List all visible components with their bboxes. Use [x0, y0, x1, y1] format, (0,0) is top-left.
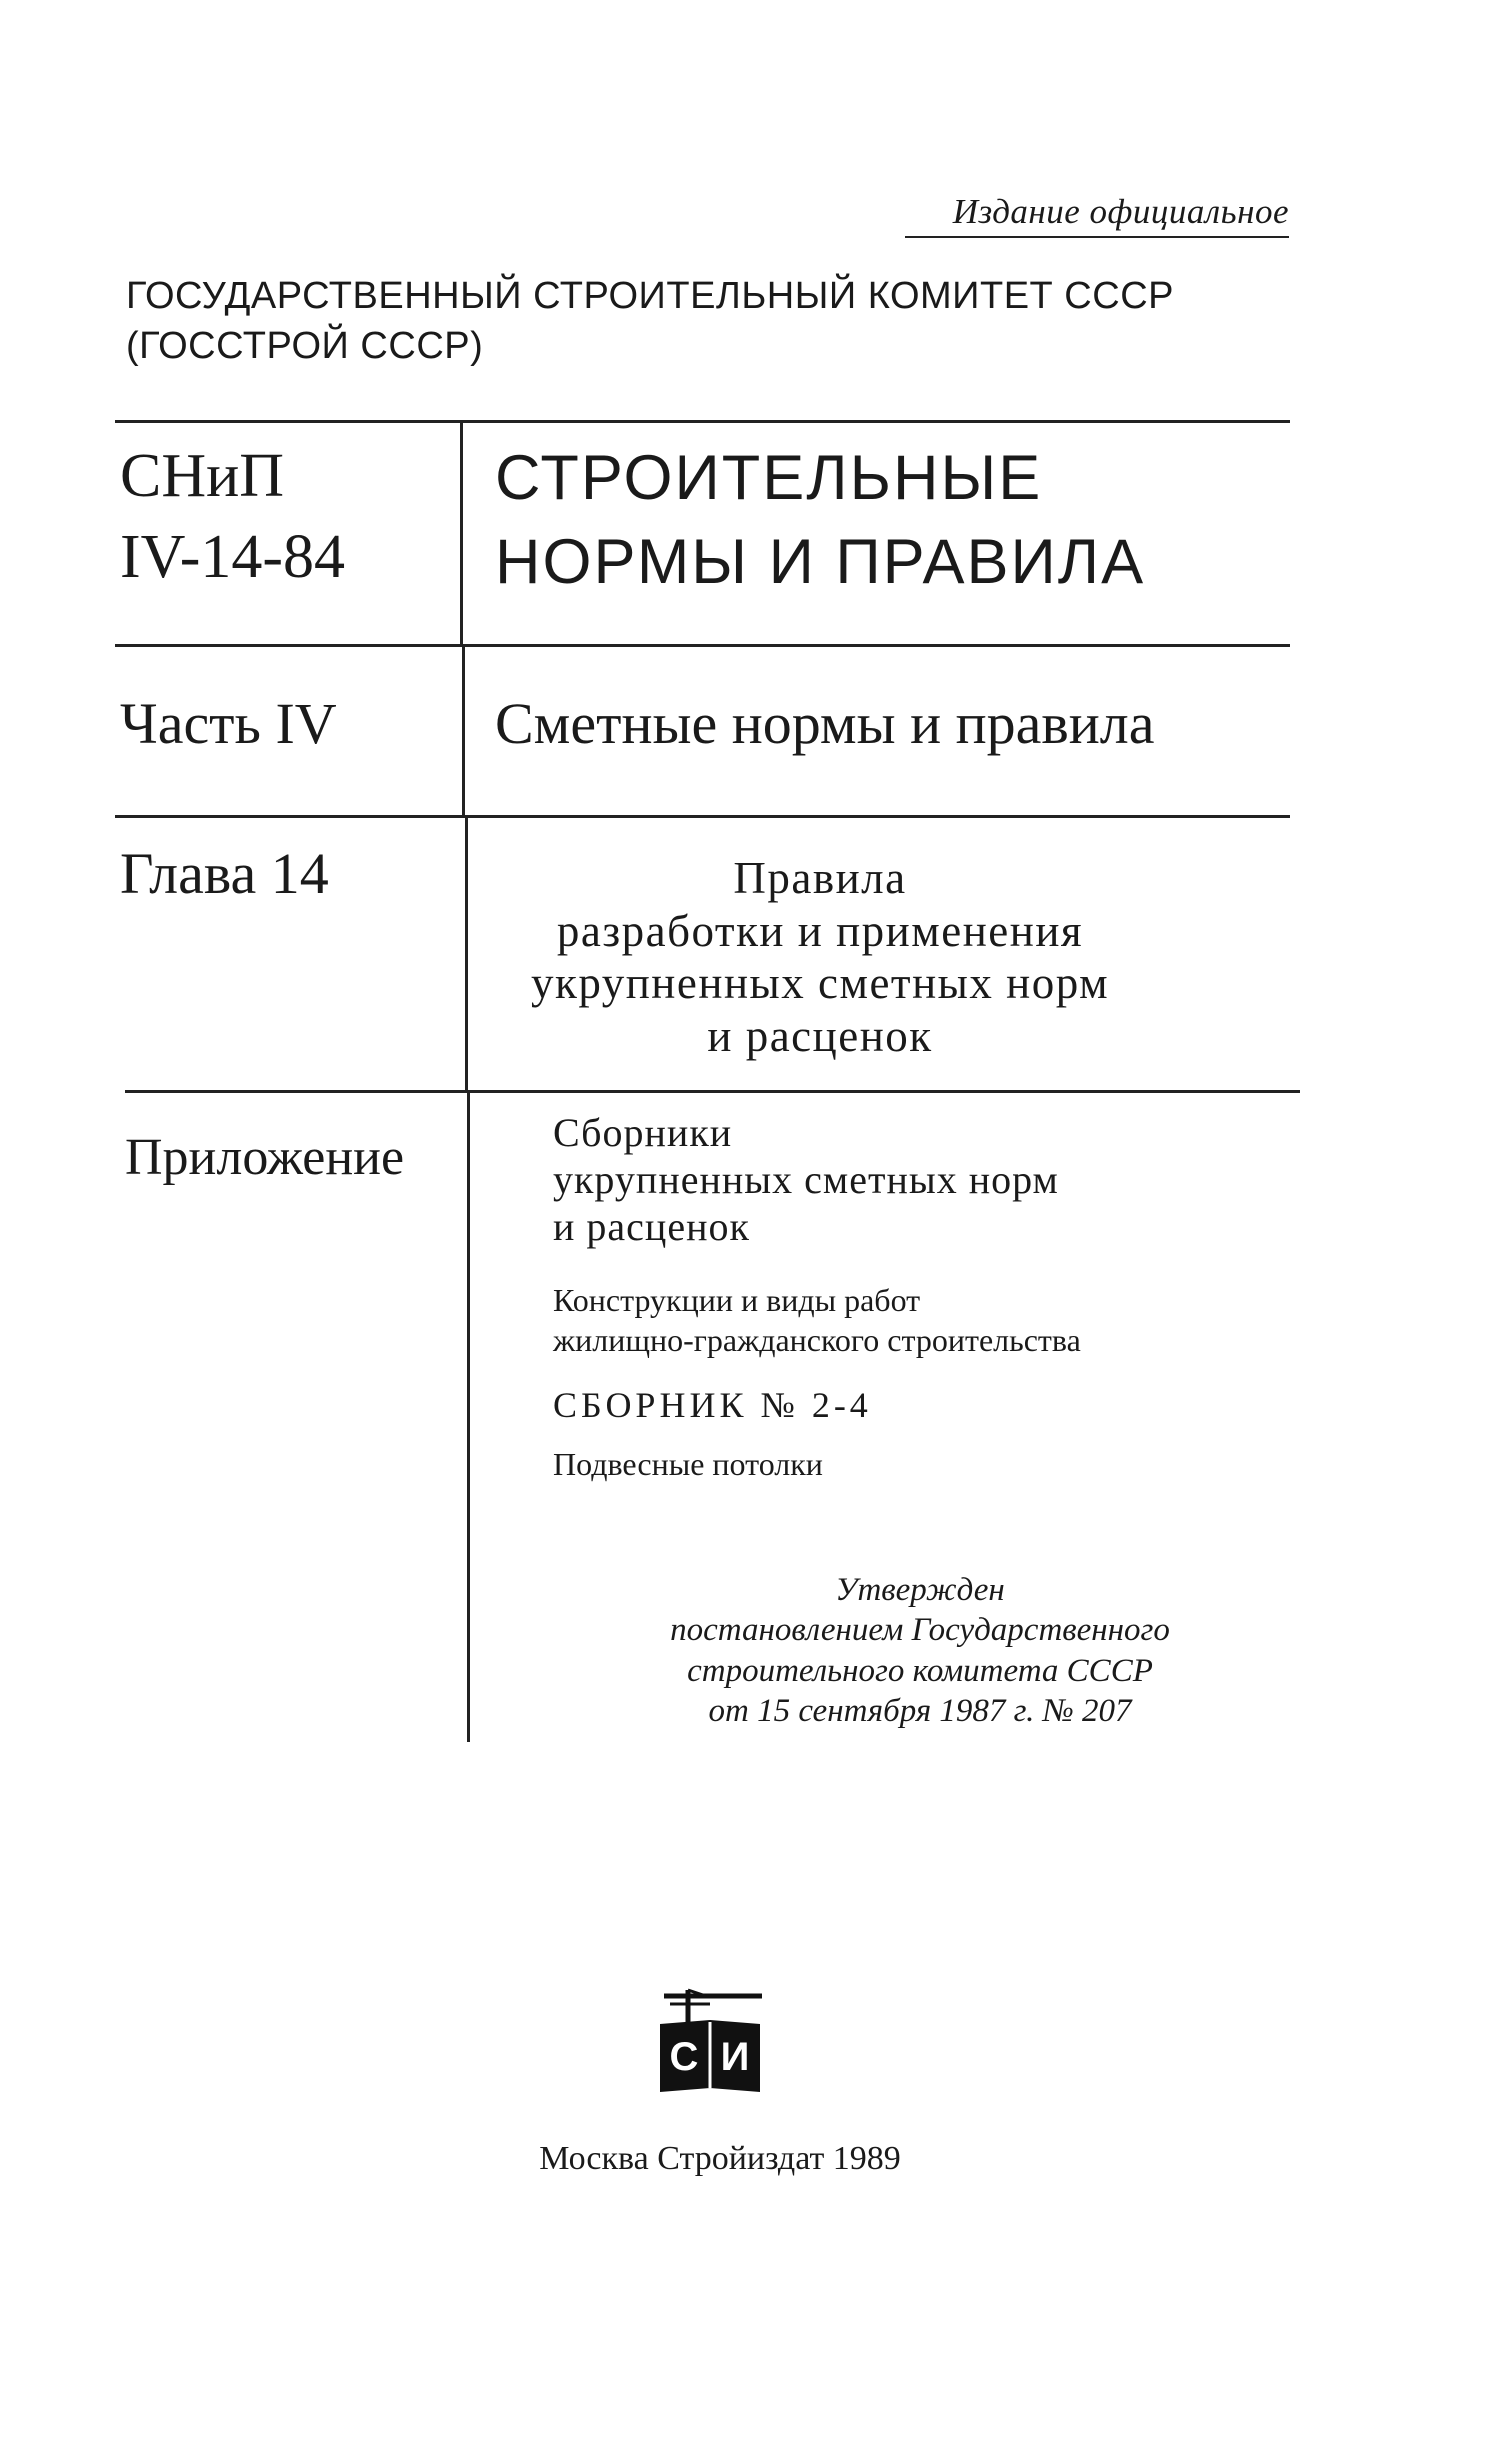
logo-letter-i: И [720, 2035, 750, 2079]
divider-appendix [467, 1092, 470, 1742]
edition-label: Издание официальное [905, 192, 1289, 238]
organization-line-1: ГОСУДАРСТВЕННЫЙ СТРОИТЕЛЬНЫЙ КОМИТЕТ СССР [126, 275, 1174, 317]
chapter-title-line: и расценок [707, 1010, 933, 1061]
approval-line: строительного комитета СССР [687, 1652, 1153, 1689]
document-title-line-1: СТРОИТЕЛЬНЫЕ [495, 443, 1043, 513]
rule-after-code [115, 644, 1290, 647]
approval-line: от 15 сентября 1987 г. № 207 [708, 1692, 1132, 1729]
part-label: Часть IV [120, 691, 337, 756]
approval-line: Утвержден [835, 1572, 1005, 1608]
rule-top [115, 420, 1290, 423]
organization-line-2: (ГОССТРОЙ СССР) [126, 325, 484, 367]
publisher-imprint: Москва Стройиздат 1989 [539, 2140, 901, 2177]
rule-after-part [115, 815, 1290, 818]
chapter-title-line: укрупненных сметных норм [530, 958, 1110, 1009]
stroyizdat-logo-icon [650, 1980, 770, 2100]
document-title-line-2: НОРМЫ И ПРАВИЛА [495, 527, 1146, 598]
approval-note [600, 1570, 1240, 1731]
appendix-title [553, 1110, 1059, 1250]
snip-number: IV-14-84 [120, 522, 346, 591]
appendix-label: Приложение [125, 1129, 405, 1186]
divider-part [462, 646, 465, 815]
chapter-title-line: Правила [733, 853, 907, 903]
chapter-title [500, 852, 1140, 1063]
snip-label [120, 436, 345, 597]
collection-number: СБОРНИК № 2-4 [553, 1385, 872, 1425]
appendix-title-line: Сборники [553, 1110, 733, 1155]
approval-line: постановлением Государственного [670, 1612, 1170, 1649]
appendix-subtitle [553, 1280, 1081, 1360]
appendix-subtitle-line: Конструкции и виды работ [553, 1282, 921, 1318]
chapter-label: Глава 14 [120, 841, 329, 906]
divider-code [460, 422, 463, 644]
chapter-title-line: разработки и применения [556, 905, 1084, 956]
logo-letter-s: С [669, 2035, 699, 2079]
appendix-title-line: укрупненных сметных норм [553, 1156, 1059, 1202]
part-title: Сметные нормы и правила [495, 691, 1155, 756]
appendix-subtitle-line: жилищно-гражданского строительства [553, 1322, 1081, 1358]
document-title [495, 436, 1145, 605]
collection-name: Подвесные потолки [553, 1446, 823, 1482]
appendix-title-line: и расценок [553, 1203, 750, 1249]
rule-after-chapter [125, 1090, 1300, 1093]
snip-abbrev: СНиП [120, 442, 285, 510]
divider-chapter [465, 817, 468, 1090]
